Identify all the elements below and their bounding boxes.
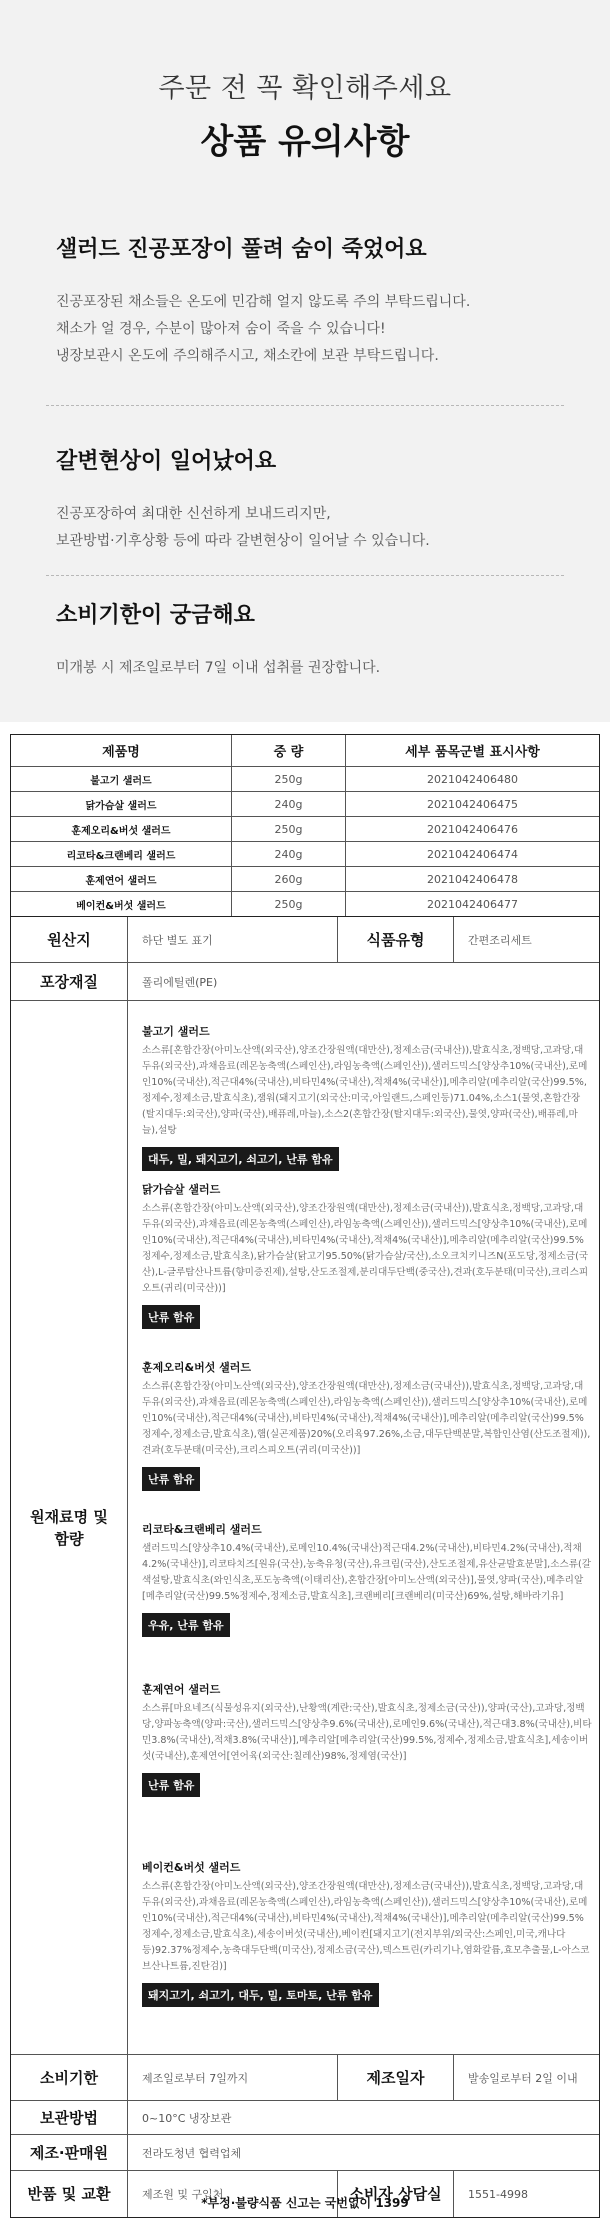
notice-line: 진공포장된 채소들은 온도에 민감해 얼지 않도록 주의 부탁드립니다. bbox=[56, 294, 471, 310]
product-name: 불고기 샐러드 bbox=[90, 775, 152, 787]
origin-value: 하단 별도 표기 bbox=[127, 917, 337, 962]
expiry-label: 소비기한 bbox=[40, 2068, 98, 2087]
notice-line: 보관방법·기후상황 등에 따라 갈변현상이 일어날 수 있습니다. bbox=[56, 533, 430, 549]
return-value: 제조원 및 구입처 bbox=[127, 2171, 337, 2217]
product-weight: 240g bbox=[231, 842, 345, 866]
notice-line: 냉장보관시 온도에 주의해주시고, 채소칸에 보관 부탁드립니다. bbox=[56, 348, 439, 364]
products-header-row bbox=[11, 735, 599, 767]
notice-heading: 샐러드 진공포장이 풀려 숨이 죽었어요 bbox=[56, 237, 427, 262]
notice-line: 채소가 얼 경우, 수분이 많아져 숨이 죽을 수 있습니다! bbox=[56, 321, 386, 337]
product-row bbox=[11, 792, 599, 817]
notice-panel bbox=[0, 0, 610, 722]
product-weight: 240g bbox=[231, 792, 345, 816]
product-code: 2021042406475 bbox=[345, 792, 599, 816]
allergen-badge: 난류 함유 bbox=[142, 1773, 200, 1797]
product-row bbox=[11, 842, 599, 867]
product-row bbox=[11, 767, 599, 792]
product-code: 2021042406477 bbox=[345, 892, 599, 916]
food-type-value: 간편조리세트 bbox=[453, 917, 599, 962]
notice-heading: 갈변현상이 일어났어요 bbox=[56, 449, 277, 474]
header-product-name: 제품명 bbox=[102, 745, 140, 760]
ingredient-title: 리코타&크랜베리 샐러드 bbox=[142, 1523, 262, 1536]
product-weight: 250g bbox=[231, 892, 345, 916]
ingredients-cell bbox=[127, 1001, 599, 2054]
ingredient-body: 소스류[마요네즈(식물성유지(외국산),난황액(계란:국산),발효식초,정제소금(국산)),양파(국산),고과당,정백당,양파농축액(양파:국산),샐러드믹스[양상추9.6%(국내산),로메인9.6%(국내산),적근대3.8%(국내산),비타민3.8%(국내산),적채3.8%(국내산)],메추리알[메추리알(국산)99.5%,정제수,정제소금,발효식초],세송이버섯(국내산),훈제연어[연어육(외국산:칠레산)98%,정제염(국산)] bbox=[142, 1703, 592, 1762]
product-code: 2021042406480 bbox=[345, 767, 599, 791]
ingredient-title: 닭가슴살 샐러드 bbox=[142, 1183, 221, 1196]
product-weight: 250g bbox=[231, 767, 345, 791]
ingredient-title: 불고기 샐러드 bbox=[142, 1025, 210, 1038]
packaging-row bbox=[11, 963, 599, 1001]
allergen-badge: 난류 함유 bbox=[142, 1467, 200, 1491]
food-type-label: 식품유형 bbox=[337, 917, 453, 962]
notice-section-expiry bbox=[56, 598, 566, 682]
product-name: 리코타&크랜베리 샐러드 bbox=[66, 850, 176, 862]
product-name: 닭가슴살 샐러드 bbox=[85, 800, 157, 812]
expiry-value: 제조일로부터 7일까지 bbox=[127, 2055, 337, 2100]
ingredient-block-ricotta bbox=[142, 1521, 592, 1637]
storage-row bbox=[11, 2101, 599, 2135]
notice-section-vacuum bbox=[56, 232, 566, 370]
ingredient-block-duck bbox=[142, 1359, 592, 1491]
product-code: 2021042406478 bbox=[345, 867, 599, 891]
return-label: 반품 및 교환 bbox=[27, 2185, 111, 2203]
ingredient-block-chicken bbox=[142, 1181, 592, 1329]
packaging-label: 포장재질 bbox=[40, 972, 98, 991]
origin-label: 원산지 bbox=[47, 930, 91, 949]
notice-title: 상품 유의사항 bbox=[200, 122, 410, 162]
maker-label: 제조·판매원 bbox=[29, 2143, 109, 2162]
maker-row bbox=[11, 2135, 599, 2171]
origin-row bbox=[11, 917, 599, 963]
storage-label: 보관방법 bbox=[40, 2108, 98, 2127]
product-name: 훈제오리&버섯 샐러드 bbox=[71, 825, 171, 837]
ingredient-block-bulgogi bbox=[142, 1023, 592, 1171]
notice-kicker: 주문 전 꼭 확인해주세요 bbox=[158, 73, 452, 104]
maker-value: 전라도청년 협력업체 bbox=[127, 2135, 599, 2170]
product-code: 2021042406476 bbox=[345, 817, 599, 841]
product-name: 베이컨&버섯 샐러드 bbox=[76, 900, 166, 912]
mfg-date-label: 제조일자 bbox=[337, 2055, 453, 2100]
notice-heading: 소비기한이 궁금해요 bbox=[56, 603, 255, 628]
ingredient-body: 소스류(혼합간장(아미노산액(외국산),양조간장원액(대만산),정제소금(국내산)),발효식초,정백당,고과당,대두유(외국산),과채음료(레몬농축액(스페인산),라임농축액(스페인산)),샐러드믹스[양상추10%(국내산),로메인10%(국내산),적근대4%(국내산),비타민4%(국내산),적채4%(국내산)],메추리알(메추리알(국산)99.5%정제수,정제소금,발효식초),햄(실곤제품)20%(오리육97.26%,소금,대두단백분말,복합인산염(산도조절제)),견과(호두분태(미국산),크리스피오트(귀리(미국산))] bbox=[142, 1381, 591, 1456]
expiry-row bbox=[11, 2055, 599, 2101]
storage-value: 0~10°C 냉장보관 bbox=[127, 2101, 599, 2134]
ingredient-block-salmon bbox=[142, 1681, 592, 1797]
ingredient-block-bacon bbox=[142, 1859, 592, 2007]
ingredient-body: 소스류(혼합간장(아미노산액(외국산),양조간장원액(대만산),정제소금(국내산)),발효식초,정백당,고과당,대두유(외국산),과채음료(레몬농축액(스페인산),라임농축액(스페인산)),샐러드믹스[양상추10%(국내산),로메인10%(국내산),적근대4%(국내산),비타민4%(국내산),적채4%(국내산)],메추리알(메추리알(국산)99.5%정제수,정제소금,발효식초),닭가슴살(닭고기95.50%(닭가슴살/국산),소오크치키니즈N(포도당,정제소금(국산),L-글루탐산나트륨(향미증진제),설탕,산도조절제,분리대두단백(중국산),견과(호두분태(미국산),크리스피오트(귀리(미국산))] bbox=[142, 1203, 589, 1294]
allergen-badge: 돼지고기, 쇠고기, 대두, 밀, 토마토, 난류 함유 bbox=[142, 1983, 379, 2007]
cs-value: 1551-4998 bbox=[453, 2171, 599, 2217]
header-weight: 중 량 bbox=[231, 735, 345, 766]
ingredients-label: 원재료명 및 함량 bbox=[30, 1507, 108, 1548]
ingredients-row bbox=[11, 1001, 599, 2055]
product-code: 2021042406474 bbox=[345, 842, 599, 866]
divider bbox=[46, 405, 564, 406]
ingredient-title: 훈제연어 샐러드 bbox=[142, 1683, 221, 1696]
cs-label: 소비자 상담실 bbox=[337, 2171, 453, 2217]
ingredient-body: 소스류[혼합간장(아미노산액(외국산),양조간장원액(대만산),정제소금(국내산)),발효식초,정백당,고과당,대두유(외국산),과채음료(레몬농축액(스페인산),라임농축액(스페인산)),샐러드믹스[양상추10%(국내산),로메인10%(국내산),적근대4%(국내산),비타민4%(국내산),적채4%(국내산)],메추리알(메추리알(국산)99.5%,정제수,정제소금,발효식초),잼워(돼지고기(외국산:미국,아일랜드,스페인등)71.04%,소스1(물엿,혼합간장(탈지대두:외국산),양파(국산),배퓨레,마늘),소스2(혼합간장(탈지대두:외국산),물엿,양파(국산),배퓨레,마늘),설탕 bbox=[142, 1045, 588, 1136]
product-info-table bbox=[10, 734, 600, 2218]
product-weight: 250g bbox=[231, 817, 345, 841]
notice-line: 미개봉 시 제조일로부터 7일 이내 섭취를 권장합니다. bbox=[56, 660, 381, 676]
allergen-badge: 우유, 난류 함유 bbox=[142, 1613, 230, 1637]
ingredient-title: 베이컨&버섯 샐러드 bbox=[142, 1861, 241, 1874]
product-row bbox=[11, 817, 599, 842]
product-weight: 260g bbox=[231, 867, 345, 891]
divider bbox=[46, 575, 564, 576]
product-row bbox=[11, 892, 599, 917]
allergen-badge: 대두, 밀, 돼지고기, 쇠고기, 난류 함유 bbox=[142, 1147, 339, 1171]
header-detail: 세부 품목군별 표시사항 bbox=[345, 735, 599, 766]
allergen-badge: 난류 함유 bbox=[142, 1305, 200, 1329]
report-notice: *부정·불량식품 신고는 국번없이 1399 bbox=[201, 2195, 409, 2210]
notice-section-browning bbox=[56, 444, 566, 555]
ingredient-body: 소스류(혼합간장(아미노산액(외국산),양조간장원액(대만산),정제소금(국내산)),발효식초,정백당,고과당,대두유(외국산),과채음료(레몬농축액(스페인산),라임농축액(스페인산)),샐러드믹스[양상추10%(국내산),로메인10%(국내산),적근대4%(국내산),비타민4%(국내산),적채4%(국내산)],메추리알(메추리알(국산)99.5%정제수,정제소금,발효식초),세송이버섯(국내산),베이컨[돼지고기(전지부위/외국산:스페인,미국,캐나다등)92.37%정제수,농축대두단백(미국산),정제소금(국산),덱스트린(카리기나,염화칼륨,효모추출물,L-아스코브산나트륨,진탄검)] bbox=[142, 1881, 590, 1972]
ingredient-title: 훈제오리&버섯 샐러드 bbox=[142, 1361, 252, 1374]
packaging-value: 폴리에틸렌(PE) bbox=[127, 963, 599, 1000]
notice-line: 진공포장하여 최대한 신선하게 보내드리지만, bbox=[56, 506, 331, 522]
ingredient-body: 샐러드믹스[양상추10.4%(국내산),로메인10.4%(국내산)적근대4.2%(국내산),비타민4.2%(국내산),적채4.2%(국내산)],리코타치즈[원유(국산),농축유청(국산),유크림(국산),산도조절제,유산균발효분말],소스류(갈색설탕,발효식초(와인식초,포도농축액(이태리산),혼합간장[아미노산액(외국산)],물엿,양파(국산),메추리알[메추리알(국산)99.5%정제수,정제소금,발효식초],크랜베리[크랜베리(미국산)69%,설탕,해바라기유] bbox=[142, 1543, 592, 1602]
product-name: 훈제연어 샐러드 bbox=[85, 875, 157, 887]
product-row bbox=[11, 867, 599, 892]
mfg-date-value: 발송일로부터 2일 이내 bbox=[453, 2055, 599, 2100]
